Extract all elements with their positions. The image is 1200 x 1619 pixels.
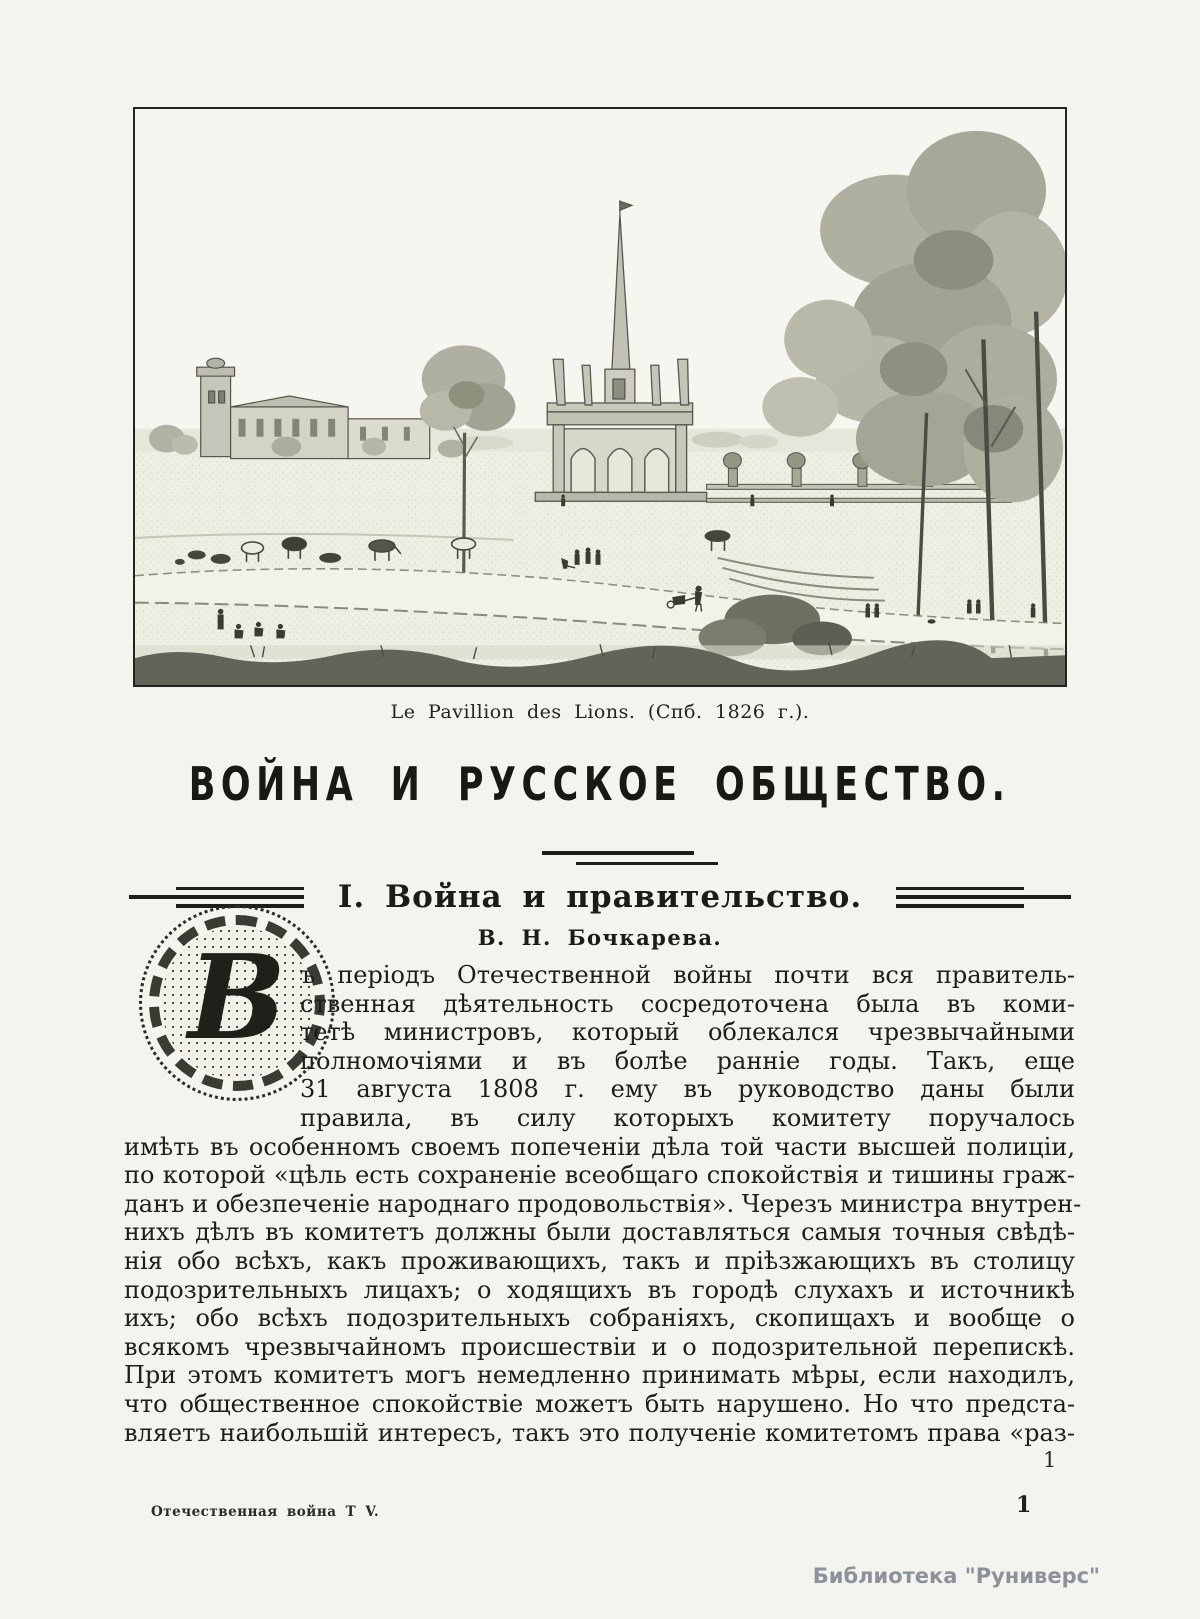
body-line: что общественное спокойствіе можетъ быть нарушено. Но что предста- <box>124 1389 1075 1418</box>
title-divider-rule-1 <box>542 851 694 855</box>
body-line: 31 августа 1808 г. ему въ руководство даны были <box>300 1075 1075 1104</box>
footer-signature: Отечественная война Т V. <box>151 1504 380 1520</box>
body-line: данъ и обезпеченіе народнаго продовольствія». Черезъ министра внутрен- <box>124 1189 1082 1218</box>
body-line: ъ періодъ Отечественной войны почти вся правитель- <box>300 961 1075 989</box>
heading-flourish-right <box>896 887 1071 908</box>
body-line: тетѣ министровъ, который облекался чрезвычайными <box>300 1018 1075 1047</box>
figure-caption: Le Pavillion des Lions. (Спб. 1826 г.). <box>390 701 810 723</box>
body-line: по которой «цѣль есть сохраненіе всеобщаго спокойствія и тишины граж- <box>124 1161 1075 1190</box>
chapter-heading-row <box>0 879 1200 915</box>
title-divider <box>0 851 1200 871</box>
body-line: подозрительныхъ лицахъ; о ходящихъ въ городѣ слухахъ и источникѣ <box>124 1275 1075 1304</box>
article-title-text: ВОЙНА И РУССКОЕ ОБЩЕСТВО. <box>189 757 1011 811</box>
drop-cap-letter: В <box>187 930 287 1066</box>
margin-page-number: 1 <box>1043 1448 1057 1472</box>
body-text <box>124 961 1082 1447</box>
body-line: вляетъ наибольшій интересъ, такъ это полученіе комитетомъ права «раз- <box>124 1418 1075 1447</box>
body-line: имѣть въ особенномъ своемъ попеченіи дѣла той части высшей полиціи, <box>124 1132 1075 1161</box>
library-watermark: Библиотека "Руниверс" <box>812 1564 1100 1588</box>
chapter-heading: I. Война и правительство. <box>337 879 863 915</box>
body-line: При этомъ комитетъ могъ немедленно принимать мѣры, если находилъ, <box>124 1361 1075 1390</box>
title-divider-rule-2 <box>576 862 718 865</box>
body-line: ственная дѣятельность сосредоточена была въ коми- <box>300 989 1075 1018</box>
body-line: всякомъ чрезвычайномъ происшествіи и о подозрительной перепискѣ. <box>124 1332 1075 1361</box>
body-line: правила, въ силу которыхъ комитету поручалось <box>300 1103 1075 1132</box>
footer-page-number: 1 <box>1016 1492 1032 1518</box>
body-line: нихъ дѣлъ въ комитетъ должны были доставляться самыя точныя свѣдѣ- <box>124 1218 1075 1247</box>
body-line: ихъ; обо всѣхъ подозрительныхъ собраніяхъ, скопищахъ и вообще о <box>124 1304 1075 1333</box>
lithograph-illustration <box>135 109 1065 685</box>
lithograph-figure <box>133 107 1067 687</box>
body-line: полномочіями и въ болѣе ранніе годы. Такъ, еще <box>300 1046 1075 1075</box>
author-byline: В. Н. Бочкарева. <box>477 925 723 950</box>
body-line: нія обо всѣхъ, какъ проживающихъ, такъ и пріѣзжающихъ въ столицу <box>124 1246 1075 1275</box>
article-title <box>0 757 1200 811</box>
heading-flourish-left <box>129 887 304 908</box>
